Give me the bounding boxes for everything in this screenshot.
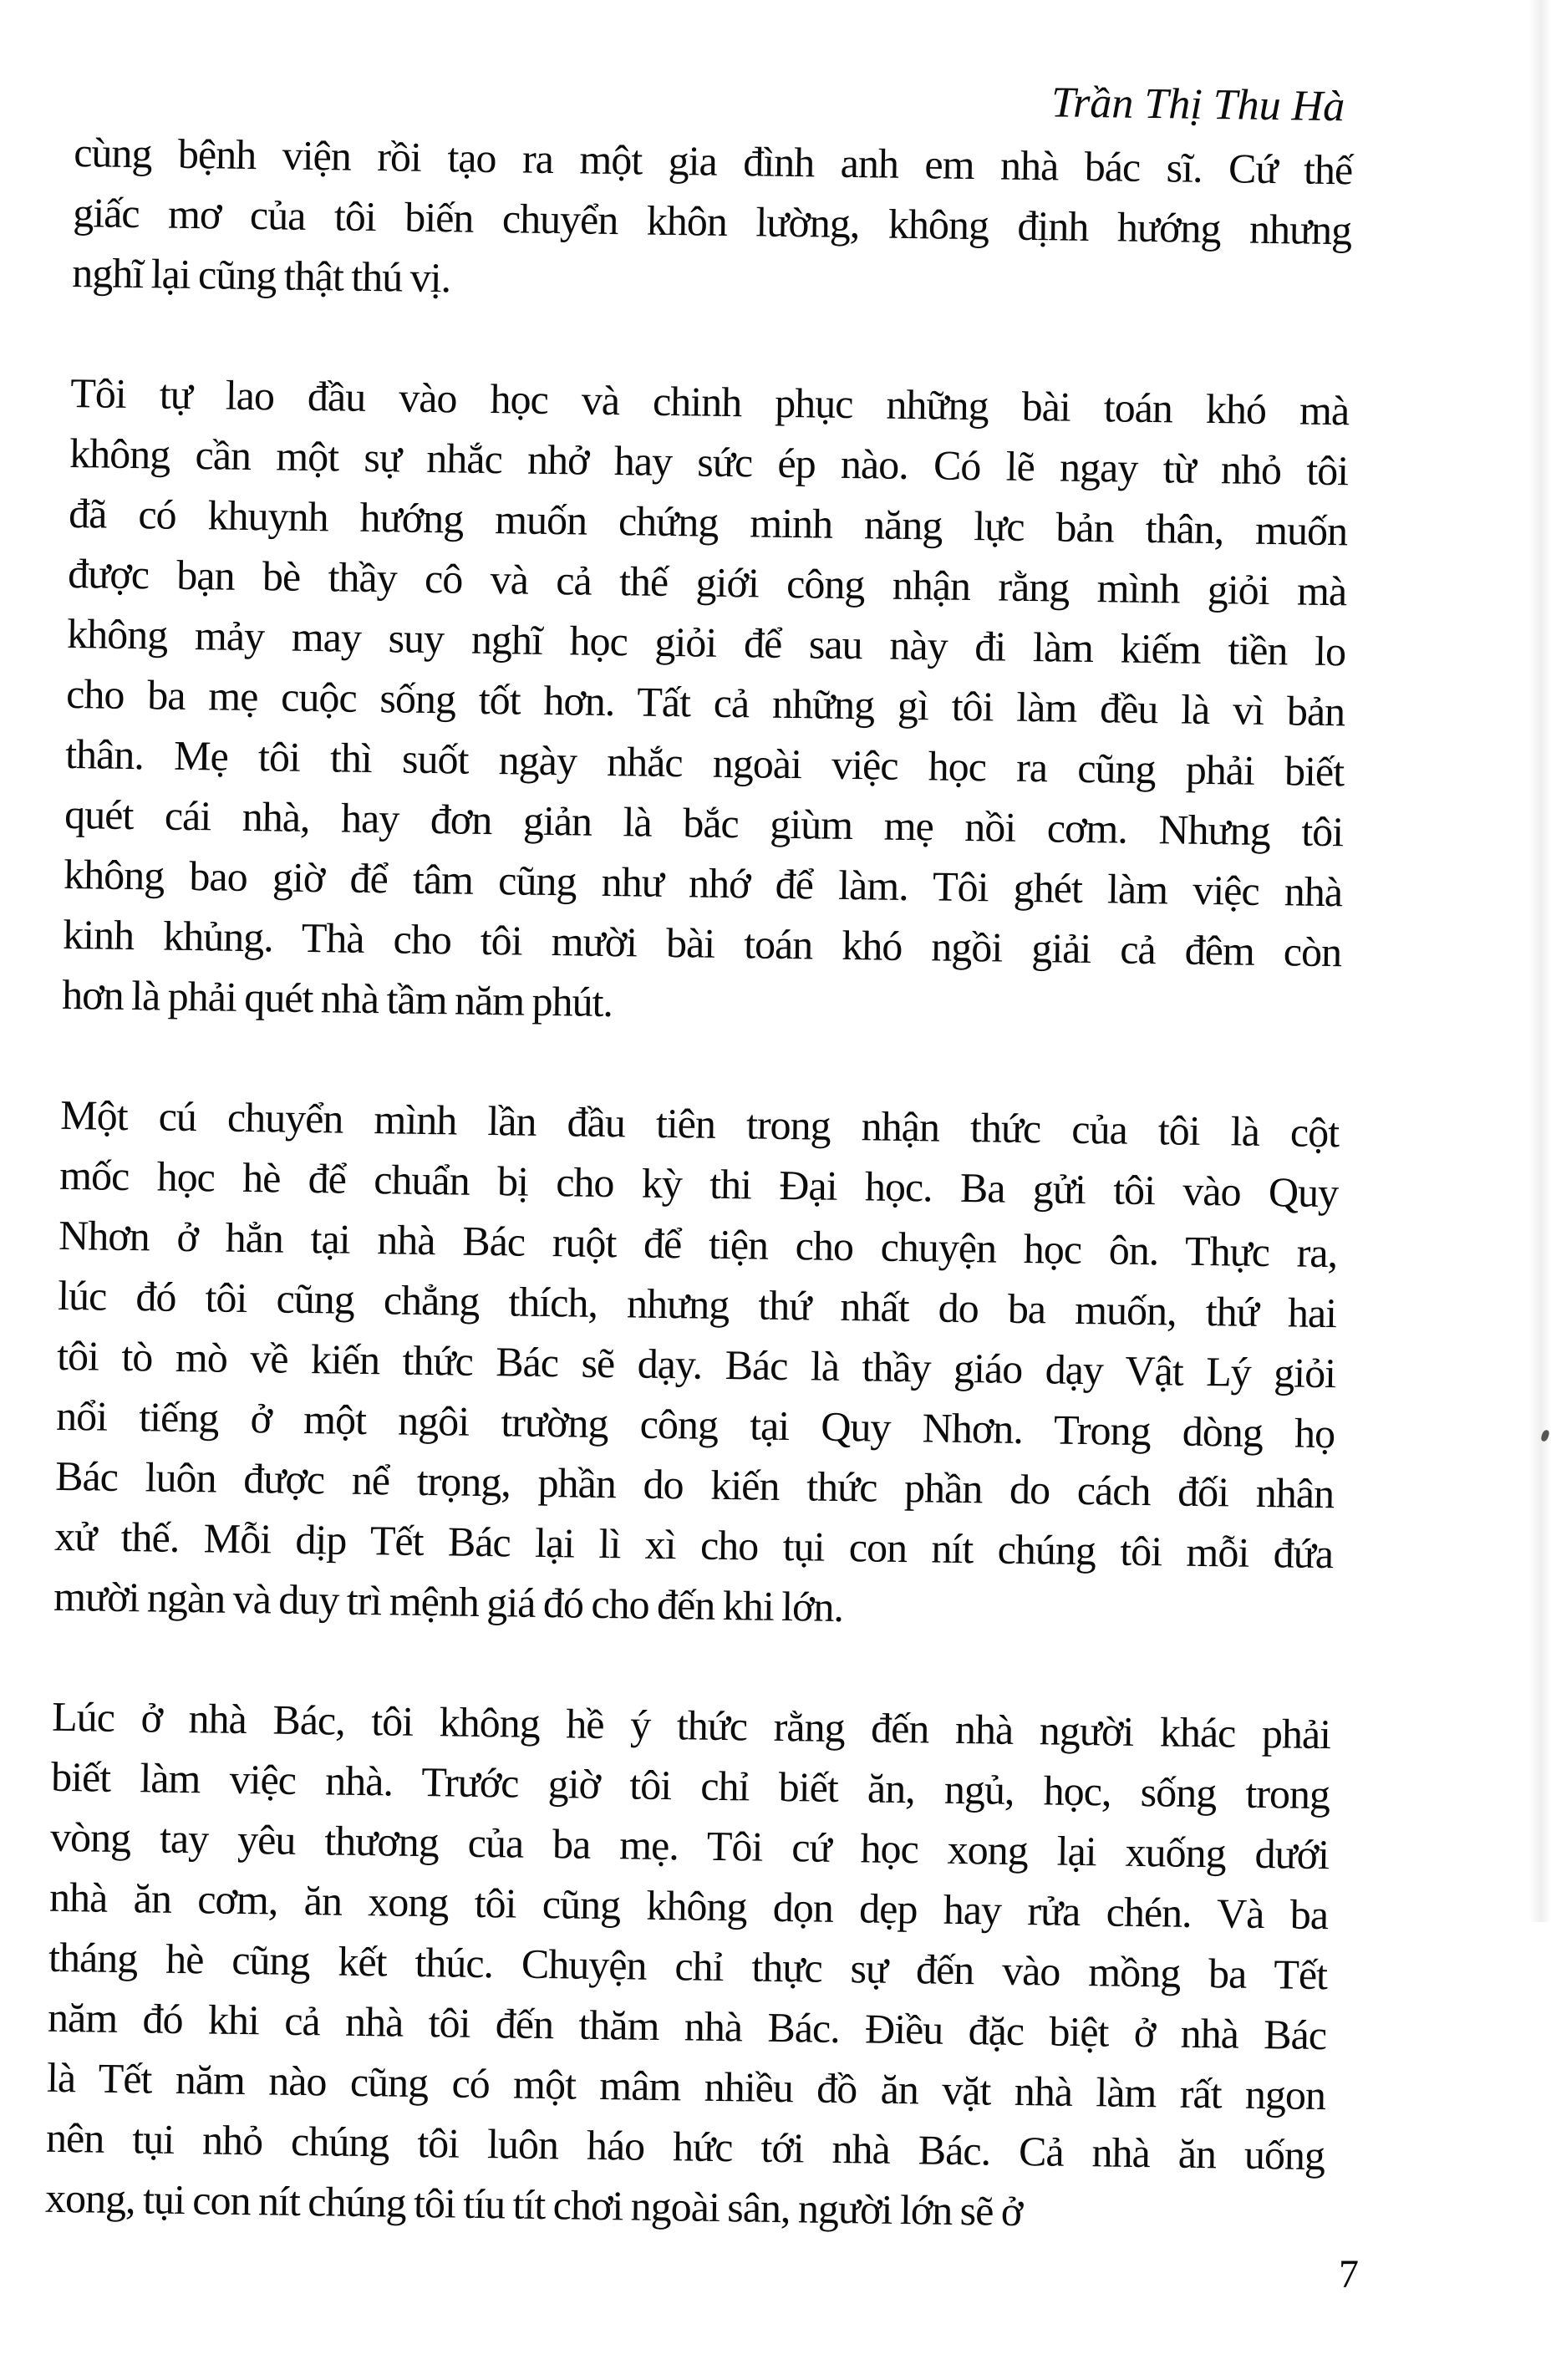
text-line: nổi tiếng ở một ngôi trường công tại Quy Nhơn. Trong dòng họ xyxy=(55,1391,1335,1457)
text-line: biết làm việc nhà. Trước giờ tôi chỉ biết ăn, ngủ, học, sống trong xyxy=(50,1752,1330,1818)
text-line: đã có khuynh hướng muốn chứng minh năng lực bản thân, muốn xyxy=(68,489,1348,555)
text-line: không bao giờ để tâm cũng như nhớ để làm. Tôi ghét làm việc nhà xyxy=(63,850,1343,916)
scan-edge-speck xyxy=(1540,1429,1550,1442)
text-line: là Tết năm nào cũng có một mâm nhiều đồ ăn vặt nhà làm rất ngon xyxy=(46,2053,1326,2119)
text-line: vòng tay yêu thương của ba mẹ. Tôi cứ học xong lại xuống dưới xyxy=(49,1813,1330,1879)
text-line: được bạn bè thầy cô và cả thế giới công nhận rằng mình giỏi mà xyxy=(67,549,1347,615)
text-line: xong, tụi con nít chúng tôi tíu tít chơi ngoài sân, người lớn sẽ ở xyxy=(44,2174,1023,2235)
paragraph xyxy=(62,363,1350,1042)
scan-edge-shadow xyxy=(1529,0,1551,1922)
text-line: lúc đó tôi cũng chẳng thích, nhưng thứ nhất do ba muốn, thứ hai xyxy=(57,1271,1337,1337)
text-line: quét cái nhà, hay đơn giản là bắc giùm mẹ nồi cơm. Nhưng tôi xyxy=(64,790,1344,856)
text-line: mốc học hè để chuẩn bị cho kỳ thi Đại học. Ba gửi tôi vào Quy xyxy=(58,1151,1339,1217)
scan-content xyxy=(45,52,1354,2245)
text-line: tháng hè cũng kết thúc. Chuyện chỉ thực sự đến vào mồng ba Tết xyxy=(48,1933,1328,1999)
text-line: cùng bệnh viện rồi tạo ra một gia đình anh em nhà bác sĩ. Cứ thế xyxy=(73,128,1353,194)
text-line: không cần một sự nhắc nhở hay sức ép nào. Có lẽ ngay từ nhỏ tôi xyxy=(69,429,1349,495)
text-line: năm đó khi cả nhà tôi đến thăm nhà Bác. Điều đặc biệt ở nhà Bác xyxy=(47,1993,1327,2059)
text-line: nên tụi nhỏ chúng tôi luôn háo hức tới nhà Bác. Cả nhà ăn uống xyxy=(45,2113,1325,2179)
text-line: Tôi tự lao đầu vào học và chinh phục những bài toán khó mà xyxy=(69,369,1350,435)
paragraph xyxy=(53,1085,1340,1644)
text-line: Bác luôn được nể trọng, phần do kiến thức phần do cách đối nhân xyxy=(54,1452,1335,1518)
page-body xyxy=(45,122,1353,2245)
text-line: giấc mơ của tôi biến chuyển khôn lường, không định hướng nhưng xyxy=(72,188,1352,254)
text-line: Lúc ở nhà Bác, tôi không hề ý thức rằng đến nhà người khác phải xyxy=(51,1692,1331,1758)
text-line: mười ngàn và duy trì mệnh giá đó cho đến khi lớn. xyxy=(53,1572,844,1631)
text-line: Nhơn ở hẳn tại nhà Bác ruột để tiện cho chuyện học ôn. Thực ra, xyxy=(58,1211,1338,1277)
page-number: 7 xyxy=(1339,2252,1359,2296)
text-line: nhà ăn cơm, ăn xong tôi cũng không dọn dẹp hay rửa chén. Và ba xyxy=(48,1873,1329,1939)
text-line: xử thế. Mỗi dịp Tết Bác lại lì xì cho tụi con nít chúng tôi mỗi đứa xyxy=(53,1512,1334,1578)
text-line: kinh khủng. Thà cho tôi mười bài toán khó ngồi giải cả đêm còn xyxy=(62,910,1342,976)
text-line: không mảy may suy nghĩ học giỏi để sau này đi làm kiếm tiền lo xyxy=(66,609,1346,675)
paragraph xyxy=(45,1686,1331,2245)
text-line: hơn là phải quét nhà tầm năm phút. xyxy=(61,970,613,1026)
paragraph xyxy=(72,122,1353,320)
running-header: Trần Thị Thu Hà xyxy=(1050,79,1345,131)
text-line: thân. Mẹ tôi thì suốt ngày nhắc ngoài việc học ra cũng phải biết xyxy=(64,730,1345,796)
text-line: nghĩ lại cũng thật thú vị. xyxy=(71,248,451,302)
text-line: cho ba mẹ cuộc sống tốt hơn. Tất cả những gì tôi làm đều là vì bản xyxy=(65,669,1345,735)
text-line: tôi tò mò về kiến thức Bác sẽ dạy. Bác là thầy giáo dạy Vật Lý giỏi xyxy=(56,1331,1336,1397)
text-line: Một cú chuyển mình lần đầu tiên trong nhận thức của tôi là cột xyxy=(59,1091,1340,1157)
